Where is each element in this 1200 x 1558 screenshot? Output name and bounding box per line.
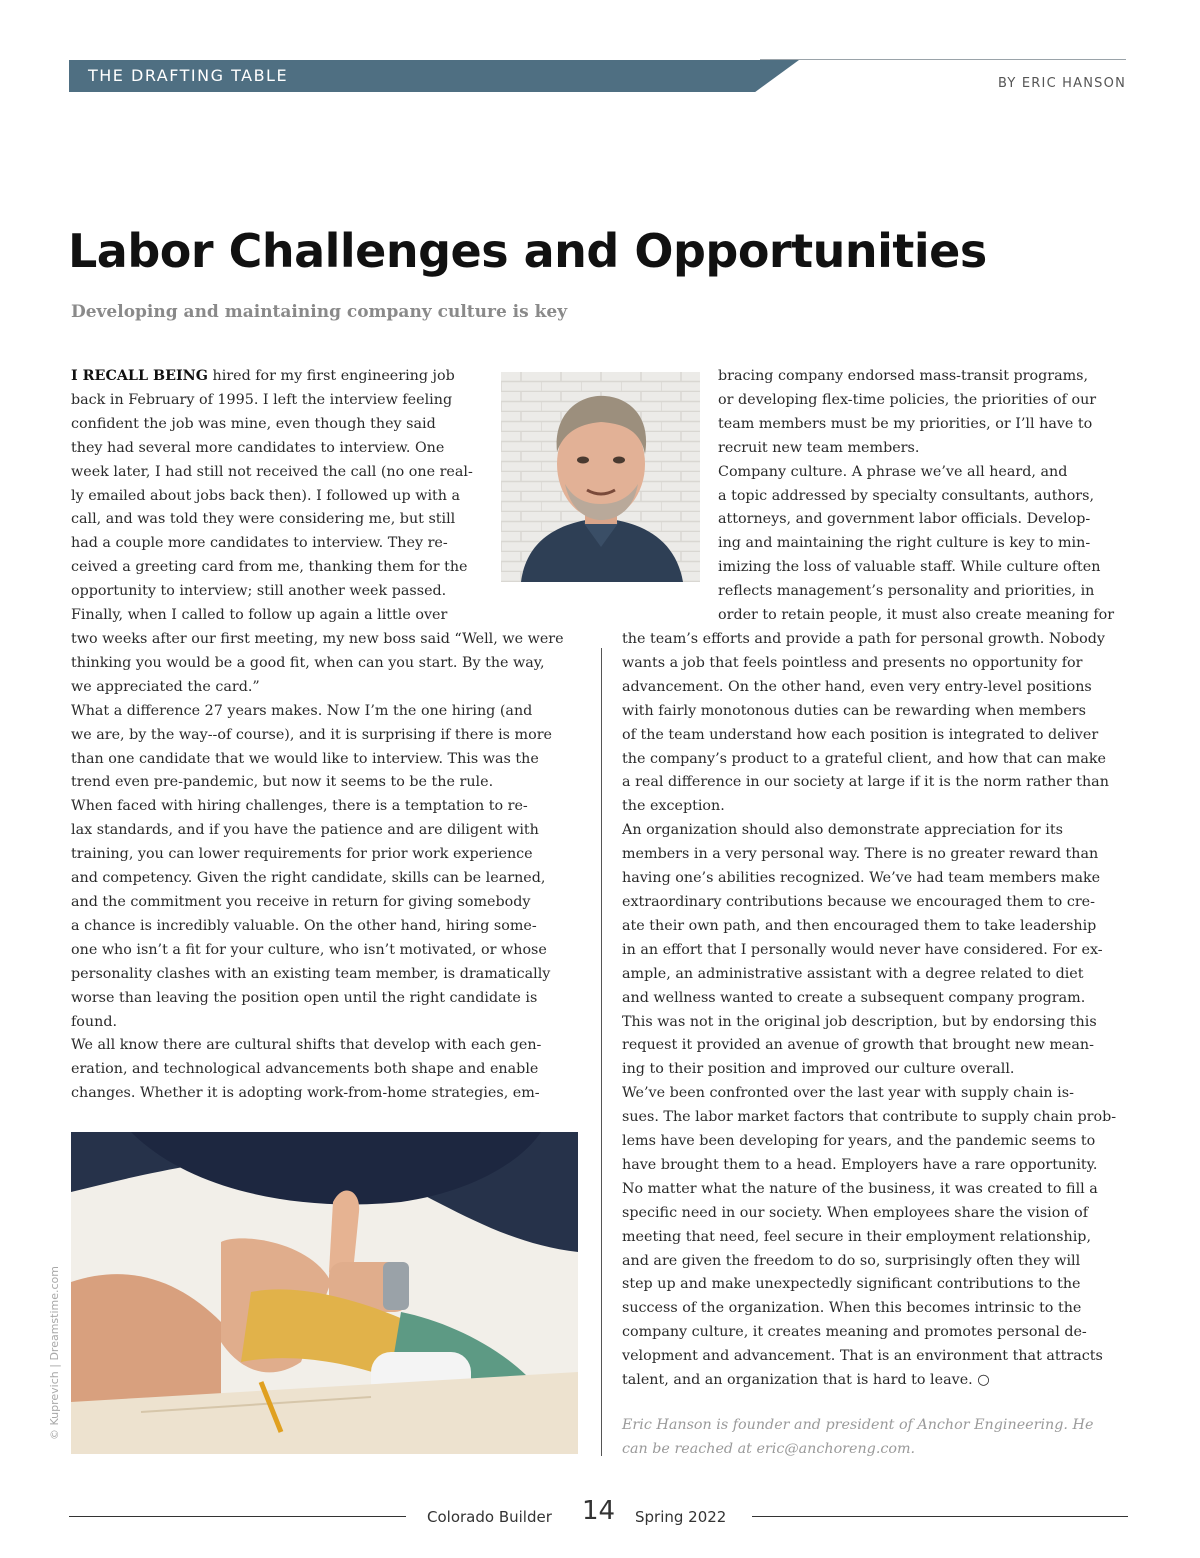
text-line: worse than leaving the position open until the right candidate is — [71, 989, 538, 1006]
text-line: changes. Whether it is adopting work-from-home strategies, em- — [71, 1085, 540, 1102]
photo-credit: © Kuprevich | Dreamstime.com — [48, 1266, 61, 1440]
text-line: success of the organization. When this becomes intrinsic to the — [622, 1300, 1082, 1317]
text-line: specific need in our society. When employees share the vision of — [622, 1204, 1088, 1221]
text-line: company culture, it creates meaning and promotes personal de- — [622, 1324, 1087, 1341]
byline: BY ERIC HANSON — [998, 76, 1126, 91]
text-line: ample, an administrative assistant with a degree related to diet — [622, 965, 1084, 982]
text-line: in an effort that I personally would never have considered. For ex- — [622, 941, 1103, 958]
text-line: and the commitment you receive in return for giving somebody — [71, 893, 531, 910]
text-line: thinking you would be a good fit, when can you start. By the way, — [71, 654, 545, 671]
text-line: personality clashes with an existing team member, is dramatically — [71, 965, 551, 982]
text-line: extraordinary contributions because we encouraged them to cre- — [622, 893, 1095, 910]
text-line: bracing company endorsed mass-transit programs, — [718, 368, 1089, 384]
text-line: meeting that need, feel secure in their employment relationship, — [622, 1228, 1091, 1245]
text-line: confident the job was mine, even though they said — [71, 415, 436, 432]
text-line: found. — [71, 1013, 118, 1030]
text-line: the exception. — [622, 798, 725, 815]
text-line: or developing flex-time policies, the priorities of our — [718, 391, 1097, 408]
text-line: reflects management’s personality and priorities, in — [718, 583, 1095, 600]
text-line: back in February of 1995. I left the interview feeling — [71, 391, 453, 408]
text-line: and competency. Given the right candidate, skills can be learned, — [71, 870, 546, 887]
text-line: had a couple more candidates to interview. They re- — [71, 535, 448, 552]
text-line: ly emailed about jobs back then). I followed up with a — [71, 487, 461, 504]
page-number: 14 — [582, 1496, 616, 1526]
text-line: talent, and an organization that is hard to leave. ○ — [622, 1372, 990, 1389]
section-label: THE DRAFTING TABLE — [88, 66, 289, 85]
text-line: team members must be my priorities, or I’ll have to — [718, 415, 1093, 432]
text-line: imizing the loss of valuable staff. While culture often — [718, 559, 1101, 576]
header-rule — [760, 59, 1126, 60]
text-line: we are, by the way--of course), and it is surprising if there is more — [71, 726, 553, 743]
text-line: having one’s abilities recognized. We’ve had team members make — [622, 870, 1101, 887]
author-portrait — [501, 372, 700, 582]
text-line: Finally, when I called to follow up again a little over — [71, 607, 448, 624]
text-line: recruit new team members. — [718, 439, 920, 456]
text-line: request it provided an avenue of growth that brought new mean- — [622, 1037, 1094, 1054]
bio-line: can be reached at eric@anchoreng.com. — [622, 1440, 916, 1457]
footer-rule-left — [69, 1516, 406, 1517]
article-subtitle: Developing and maintaining company culture is key — [71, 302, 568, 322]
text-line: members in a very personal way. There is no greater reward than — [622, 846, 1099, 863]
text-line: and are given the freedom to do so, surprisingly often they will — [622, 1252, 1081, 1269]
text-line: ing to their position and improved our culture overall. — [622, 1061, 1015, 1078]
footer-publication: Colorado Builder — [427, 1508, 552, 1526]
text-line: step up and make unexpectedly significant contributions to the — [622, 1276, 1081, 1293]
text-line: call, and was told they were considering me, but still — [71, 511, 456, 528]
article-title: Labor Challenges and Opportunities — [68, 224, 987, 278]
text-line: lax standards, and if you have the patience and are diligent with — [71, 822, 539, 839]
text-line: attorneys, and government labor officials. Develop- — [718, 511, 1091, 528]
lead-in: I RECALL BEING — [71, 368, 208, 384]
text-line: lems have been developing for years, and the pandemic seems to — [622, 1133, 1096, 1150]
text-line: two weeks after our first meeting, my new boss said “Well, we were — [71, 631, 564, 647]
text-line: No matter what the nature of the business, it was created to fill a — [622, 1180, 1098, 1197]
text-line: of the team understand how each position is integrated to deliver — [622, 726, 1099, 743]
author-bio — [622, 1414, 1128, 1462]
text-line: wants a job that feels pointless and presents no opportunity for — [622, 654, 1083, 671]
footer-issue: Spring 2022 — [635, 1508, 727, 1526]
text-line: have brought them to a head. Employers have a rare opportunity. — [622, 1156, 1098, 1173]
text-line: ing and maintaining the right culture is key to min- — [718, 535, 1091, 552]
footer-rule-right — [752, 1516, 1128, 1517]
text-line: with fairly monotonous duties can be rewarding when members — [622, 702, 1086, 719]
text-line: advancement. On the other hand, even very entry-level positions — [622, 678, 1092, 695]
text-line: the company’s product to a grateful client, and how that can make — [622, 750, 1106, 767]
bio-line: Eric Hanson is founder and president of Anchor Engineering. He — [622, 1417, 1094, 1433]
text-line: training, you can lower requirements for prior work experience — [71, 846, 533, 863]
column-1-top — [71, 365, 483, 628]
text-line: than one candidate that we would like to interview. This was the — [71, 750, 539, 767]
text-line: week later, I had still not received the call (no one real- — [71, 463, 473, 480]
text-line-rest: hired for my first engineering job — [207, 368, 455, 384]
text-line: and wellness wanted to create a subsequent company program. — [622, 989, 1086, 1006]
text-line: the team’s efforts and provide a path for personal growth. Nobody — [622, 631, 1105, 647]
column-1-body — [71, 628, 578, 1106]
text-line: a topic addressed by specialty consultants, authors, — [718, 487, 1095, 504]
text-line: What a difference 27 years makes. Now I’m the one hiring (and — [71, 702, 533, 719]
text-line: one who isn’t a fit for your culture, who isn’t motivated, or whose — [71, 941, 547, 958]
column-2-top — [718, 365, 1128, 628]
text-line: We’ve been confronted over the last year with supply chain is- — [622, 1085, 1074, 1102]
text-line: When faced with hiring challenges, there is a temptation to re- — [71, 798, 528, 815]
text-line: velopment and advancement. That is an environment that attracts — [622, 1348, 1103, 1365]
text-line: Company culture. A phrase we’ve all heard, and — [718, 463, 1068, 480]
portrait-illustration — [501, 372, 700, 582]
text-line: trend even pre-pandemic, but now it seems to be the rule. — [71, 774, 494, 791]
text-line: ceived a greeting card from me, thanking them for the — [71, 559, 468, 576]
column-divider — [601, 648, 602, 1456]
text-line: ate their own path, and then encouraged them to take leadership — [622, 917, 1097, 934]
feature-photo — [71, 1132, 578, 1454]
text-line: opportunity to interview; still another week passed. — [71, 583, 447, 600]
text-line: a chance is incredibly valuable. On the other hand, hiring some- — [71, 917, 537, 934]
text-line: eration, and technological advancements both shape and enable — [71, 1061, 539, 1078]
text-line: they had several more candidates to interview. One — [71, 439, 445, 456]
text-line: order to retain people, it must also create meaning for — [718, 607, 1115, 624]
column-2-body — [622, 628, 1128, 1393]
text-line — [71, 365, 483, 389]
thumbs-up-worker-illustration — [71, 1132, 578, 1454]
text-line: a real difference in our society at large if it is the norm rather than — [622, 774, 1109, 791]
text-line: This was not in the original job description, but by endorsing this — [622, 1013, 1097, 1030]
text-line: we appreciated the card.” — [71, 678, 260, 695]
text-line: An organization should also demonstrate appreciation for its — [622, 822, 1063, 839]
text-line: We all know there are cultural shifts that develop with each gen- — [71, 1037, 542, 1054]
text-line: sues. The labor market factors that contribute to supply chain prob- — [622, 1109, 1117, 1126]
